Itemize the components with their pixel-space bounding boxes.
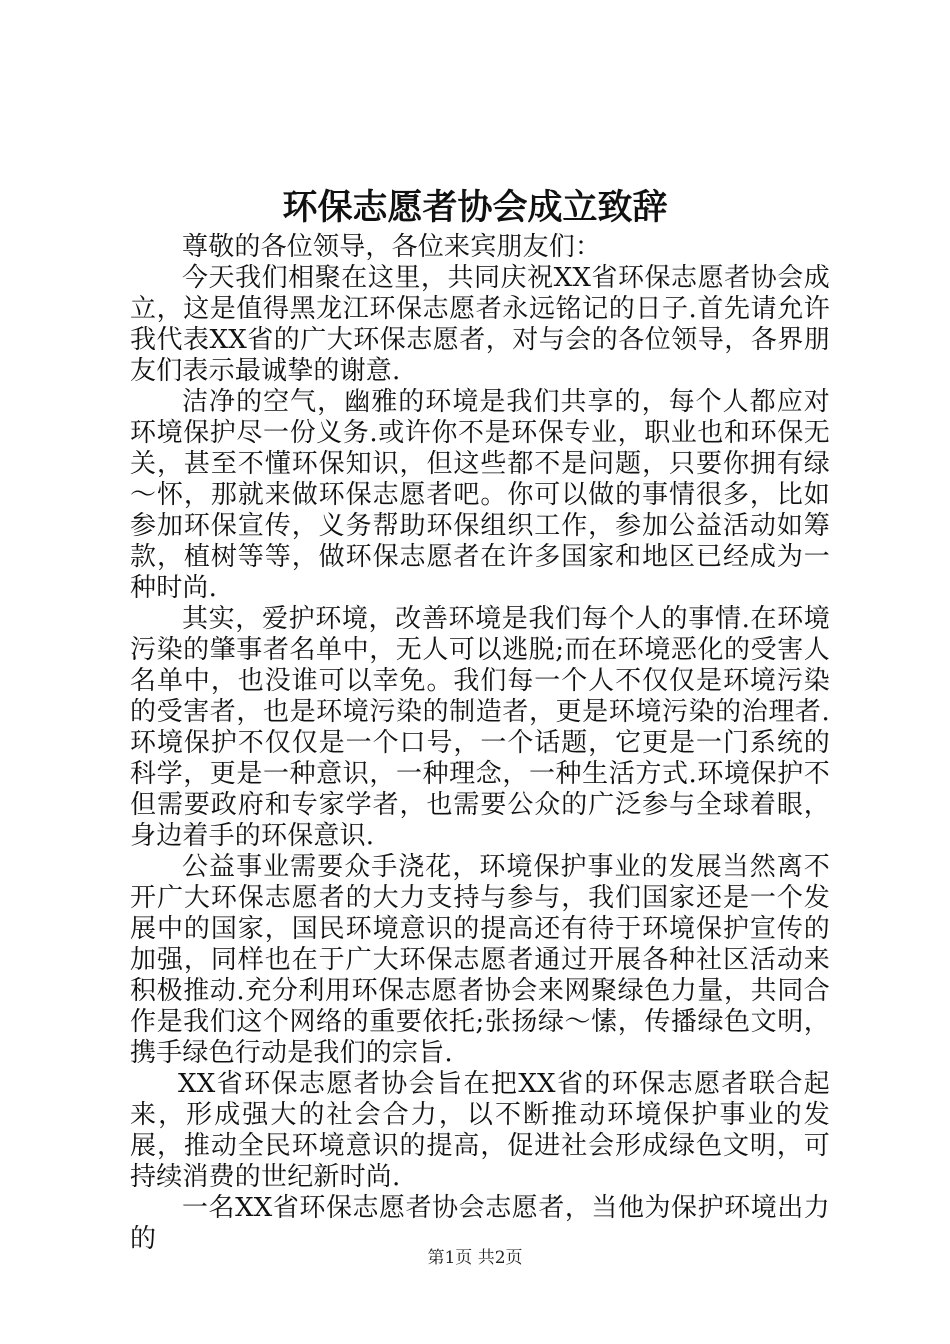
paragraph: XX省环保志愿者协会旨在把XX省的环保志愿者联合起来，形成强大的社会合力，以不断推动环境保护事业的发展，推动全民环境意识的提高，促进社会形成绿色文明，可持续消费的世纪新时尚. bbox=[130, 1069, 830, 1192]
paragraph: 今天我们相聚在这里，共同庆祝XX省环保志愿者协会成立，这是值得黑龙江环保志愿者永远铭记的日子.首先请允许我代表XX省的广大环保志愿者，对与会的各位领导，各界朋友们表示最诚挚的谢意. bbox=[130, 263, 830, 386]
paragraph: 其实，爱护环境，改善环境是我们每个人的事情.在环境污染的肇事者名单中，无人可以逃脱;而在环境恶化的受害人名单中，也没谁可以幸免。我们每一个人不仅仅是环境污染的受害者，也是环境污染的制造者，更是环境污染的治理者.环境保护不仅仅是一个口号，一个话题，它更是一门系统的科学，更是一种意识，一种理念，一种生活方式.环境保护不但需要政府和专家学者，也需要公众的广泛参与全球着眼，身边着手的环保意识. bbox=[130, 604, 830, 851]
document-body bbox=[130, 232, 830, 1255]
paragraph: 洁净的空气，幽雅的环境是我们共享的，每个人都应对环境保护尽一份义务.或许你不是环保专业，职业也和环保无关，甚至不懂环保知识，但这些都不是问题，只要你拥有绿～怀，那就来做环保志愿者吧。你可以做的事情很多，比如参加环保宣传，义务帮助环保组织工作，参加公益活动如筹款，植树等等，做环保志愿者在许多国家和地区已经成为一种时尚. bbox=[130, 387, 830, 603]
page-number-footer: 第1页 共2页 bbox=[427, 1248, 523, 1268]
paragraph: 公益事业需要众手浇花，环境保护事业的发展当然离不开广大环保志愿者的大力支持与参与，我们国家还是一个发展中的国家，国民环境意识的提高还有待于环境保护宣传的加强，同样也在于广大环保志愿者通过开展各种社区活动来积极推动.充分利用环保志愿者协会来网聚绿色力量，共同合作是我们这个网络的重要依托;张扬绿～愫，传播绿色文明，携手绿色行动是我们的宗旨. bbox=[130, 852, 830, 1068]
document-title: 环保志愿者协会成立致辞 bbox=[282, 187, 668, 228]
paragraph-salutation: 尊敬的各位领导，各位来宾朋友们： bbox=[182, 232, 602, 262]
paragraph: 一名XX省环保志愿者协会志愿者，当他为保护环境出力的 bbox=[130, 1193, 830, 1254]
